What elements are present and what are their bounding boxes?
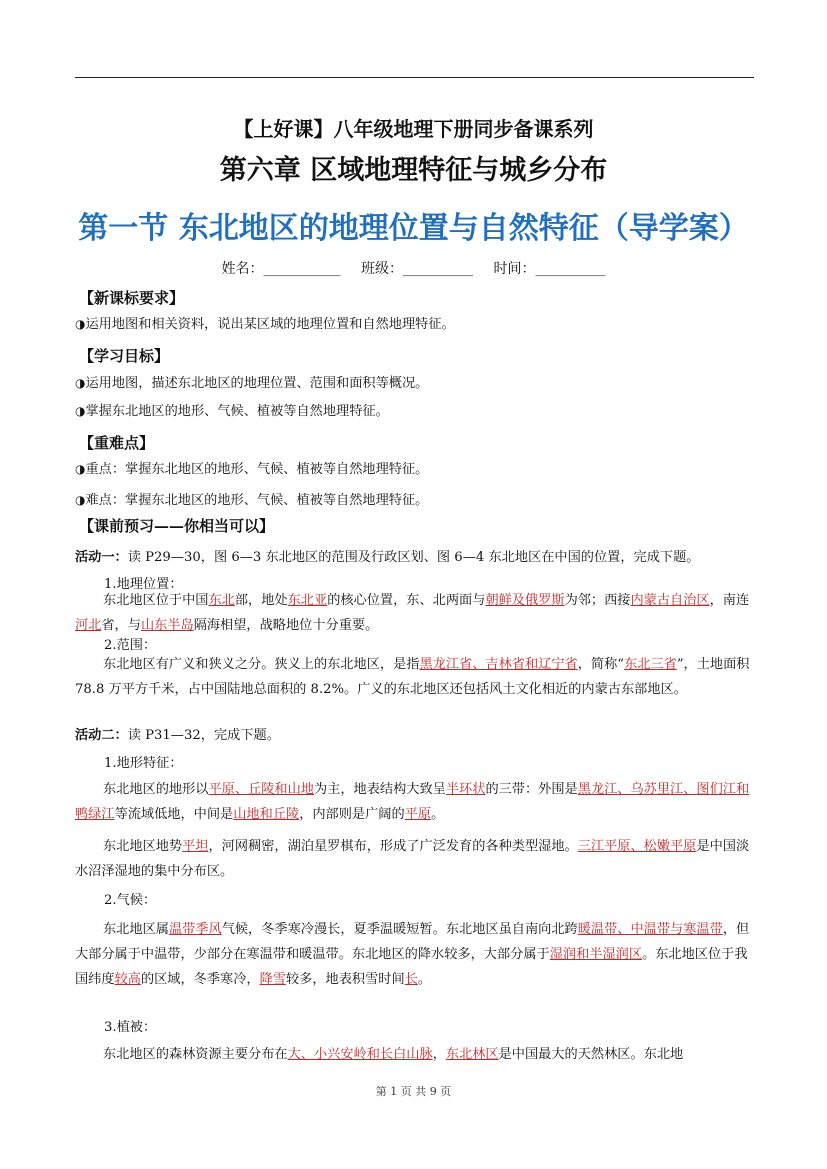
- answer-blank: 内蒙古自治区: [630, 593, 710, 608]
- answer-blank: 半环状: [445, 782, 486, 797]
- answer-blank: 平坦: [182, 839, 209, 854]
- answer-blank: 东北林区: [445, 1047, 499, 1062]
- activity2-wetland-paragraph: 东北地区地势平坦，河网稠密，湖泊星罗棋布，形成了广泛发育的各种类型湿地。三江平原、松嫩平原是中国淡水沼泽湿地的集中分布区。: [75, 839, 750, 879]
- answer-blank: 温带季风: [168, 922, 222, 937]
- page-footer: 第 1 页 共 9 页: [375, 1085, 452, 1098]
- activity1-range-paragraph: 东北地区有广义和狭义之分。狭义上的东北地区，是指黑龙江省、吉林省和辽宁省，简称“东北三省”，土地面积 78.8 万平方千米，占中国陆地总面积的 8.2%。广义的东北地区还包括风土文化相近的内蒙古东部地区。: [75, 657, 750, 697]
- answer-blank: 大、小兴安岭和长白山脉: [287, 1047, 433, 1062]
- answer-blank: 湿润和半湿润区: [549, 947, 643, 962]
- objective-item-2: ◑ 掌握东北地区的地形、气候、植被等自然地理特征。: [75, 399, 755, 424]
- name-field[interactable]: 姓名：___________: [221, 261, 341, 277]
- answer-blank: 平原: [404, 807, 432, 822]
- answer-blank: 黑龙江省、吉林省和辽宁省: [419, 657, 578, 672]
- new-standard-item: ◑ 运用地图和相关资料，说出某区域的地理位置和自然地理特征。: [75, 312, 755, 337]
- section-title: 第一节 东北地区的地理位置与自然特征（导学案）: [78, 211, 749, 246]
- objective-item-1: ◑ 运用地图，描述东北地区的地理位置、范围和面积等概况。: [75, 371, 755, 396]
- answer-blank: 平原、丘陵和山地: [208, 782, 314, 797]
- bullet-icon: [75, 376, 85, 391]
- bullet-icon: [75, 462, 85, 477]
- answer-blank: 较高: [114, 972, 141, 987]
- answer-blank: 山地和丘陵: [233, 807, 300, 822]
- answer-blank: 长: [404, 972, 418, 987]
- activity1-subtitle-location: 1.地理位置：: [104, 577, 183, 592]
- class-field[interactable]: 班级：__________: [361, 261, 473, 277]
- activity1-subtitle-range: 2.范围：: [104, 638, 157, 653]
- student-info-row: [0, 258, 827, 278]
- answer-blank: 山东半岛: [140, 618, 194, 633]
- bullet-icon: [75, 317, 85, 332]
- answer-blank: 暖温带、中温带与寒温带: [577, 922, 723, 937]
- answer-blank: 东北三省: [624, 657, 677, 672]
- answer-blank: 东北亚: [287, 593, 328, 608]
- activity2-vegetation-paragraph: 东北地区的森林资源主要分布在大、小兴安岭和长白山脉，东北林区是中国最大的天然林区。东北地: [103, 1047, 684, 1062]
- answer-blank: 黑龙江、乌苏里江、图们江和鸭绿江: [75, 782, 750, 822]
- preview-heading: 【课前预习——你相当可以】: [79, 517, 275, 535]
- activity2-climate-paragraph: 东北地区属温带季风气候，冬季寒冷漫长，夏季温暖短暂。东北地区虽自南向北跨暖温带、中温带与寒温带，但大部分属于中温带，少部分在寒温带和暖温带。东北地区的降水较多，大部分属于湿润和半湿润区。东北地区位于我国纬度较高的区域，冬季寒冷，降雪较多，地表积雪时间长。: [75, 922, 750, 987]
- key-points-heading: 【重难点】: [79, 434, 155, 452]
- activity1-intro: 活动一：读 P29—30，图 6—3 东北地区的范围及行政区划、图 6—4 东北地区在中国的位置，完成下题。: [75, 550, 700, 565]
- answer-blank: 东北: [208, 593, 235, 608]
- activity2-intro: 活动二：读 P31—32，完成下题。: [75, 728, 280, 743]
- header-rule: [75, 77, 754, 78]
- bullet-icon: [75, 404, 85, 419]
- answer-blank: 朝鲜及俄罗斯: [485, 593, 565, 608]
- activity2-subtitle-terrain: 1.地形特征：: [104, 756, 183, 771]
- new-standard-heading: 【新课标要求】: [79, 289, 185, 307]
- chapter-title: 第六章 区域地理特征与城乡分布: [219, 155, 608, 186]
- answer-blank: 降雪: [259, 972, 286, 987]
- key-point-item-1: ◑ 重点：掌握东北地区的地形、气候、植被等自然地理特征。: [75, 457, 755, 482]
- key-point-item-2: ◑ 难点：掌握东北地区的地形、气候、植被等自然地理特征。: [75, 488, 755, 513]
- answer-blank: 三江平原、松嫩平原: [577, 839, 697, 854]
- answer-blank: 河北: [75, 618, 102, 633]
- series-title: 【上好课】八年级地理下册同步备课系列: [233, 117, 594, 141]
- bullet-icon: [75, 493, 85, 508]
- activity2-subtitle-climate: 2.气候：: [104, 893, 157, 908]
- activity2-terrain-paragraph: 东北地区的地形以平原、丘陵和山地为主，地表结构大致呈半环状的三带：外围是黑龙江、乌苏里江、图们江和鸭绿江等流域低地，中间是山地和丘陵，内部则是广阔的平原。: [75, 782, 750, 822]
- objectives-heading: 【学习目标】: [79, 347, 170, 365]
- activity1-location-paragraph: 东北地区位于中国东北部，地处东北亚的核心位置，东、北两面与朝鲜及俄罗斯为邻；西接内蒙古自治区，南连河北省，与山东半岛隔海相望，战略地位十分重要。: [75, 593, 750, 633]
- time-field[interactable]: 时间：__________: [493, 261, 606, 277]
- activity2-subtitle-vegetation: 3.植被：: [104, 1020, 157, 1035]
